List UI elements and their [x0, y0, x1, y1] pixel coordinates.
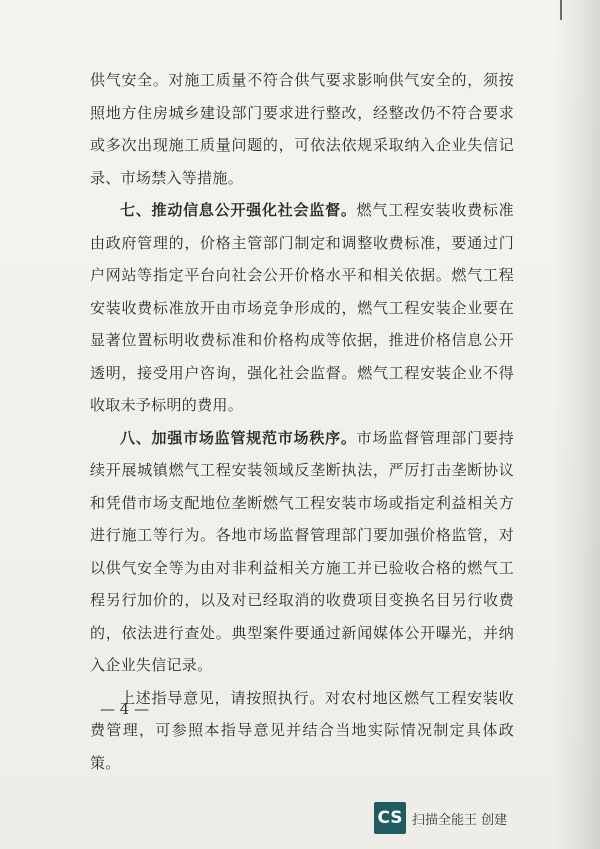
watermark-text: 扫描全能王 创建 — [412, 812, 508, 828]
page-edge-shadow — [554, 0, 600, 849]
section-seven-heading: 七、推动信息公开强化社会监督。 — [120, 201, 357, 219]
paragraph-text: 市场监督管理部门要持续开展城镇燃气工程安装领域反垄断执法，严厉打击垄断协议和凭借市场支配地位垄断燃气工程安装市场或指定利益相关方进行施工等行为。各地市场监督管理部门要加强价格监管，对以供气安全等为由对非利益相关方施工并已验收合格的燃气工程另行加价的，以及对已经取消的收费项目变换名目另行收费的，依法进行查处。典型案件要通过新闻媒体公开曝光，并纳入企业失信记录。 — [90, 428, 514, 674]
paragraph-section-seven — [90, 194, 514, 422]
camscanner-logo-icon: CS — [374, 802, 406, 834]
paragraph-gas-safety — [90, 64, 514, 194]
paragraph-closing — [90, 682, 514, 780]
paragraph-text: 燃气工程安装收费标准由政府管理的，价格主管部门制定和调整收费标准，要通过门户网站等指定平台向社会公开价格水平和相关依据。燃气工程安装收费标准放开由市场竞争形成的，燃气工程安装企业要在显著位置标明收费标准和价格构成等依据，推进价格信息公开透明，接受用户咨询，强化社会监督。燃气工程安装企业不得收取未予标明的费用。 — [90, 201, 514, 414]
document-body — [90, 64, 514, 779]
paragraph-text: 上述指导意见，请按照执行。对农村地区燃气工程安装收费管理，可参照本指导意见并结合当地实际情况制定具体政策。 — [90, 688, 514, 772]
page-number: — 4 — — [100, 700, 150, 718]
paragraph-text: 供气安全。对施工质量不符合供气要求影响供气安全的，须按照地方住房城乡建设部门要求进行整改，经整改仍不符合要求或多次出现施工质量问题的，可依法依规采取纳入企业失信记录、市场禁入等措施。 — [90, 71, 514, 187]
section-eight-heading: 八、加强市场监管规范市场秩序。 — [120, 428, 357, 447]
camscanner-watermark — [374, 802, 507, 834]
binding-mark — [560, 0, 562, 20]
paragraph-section-eight — [90, 422, 514, 682]
